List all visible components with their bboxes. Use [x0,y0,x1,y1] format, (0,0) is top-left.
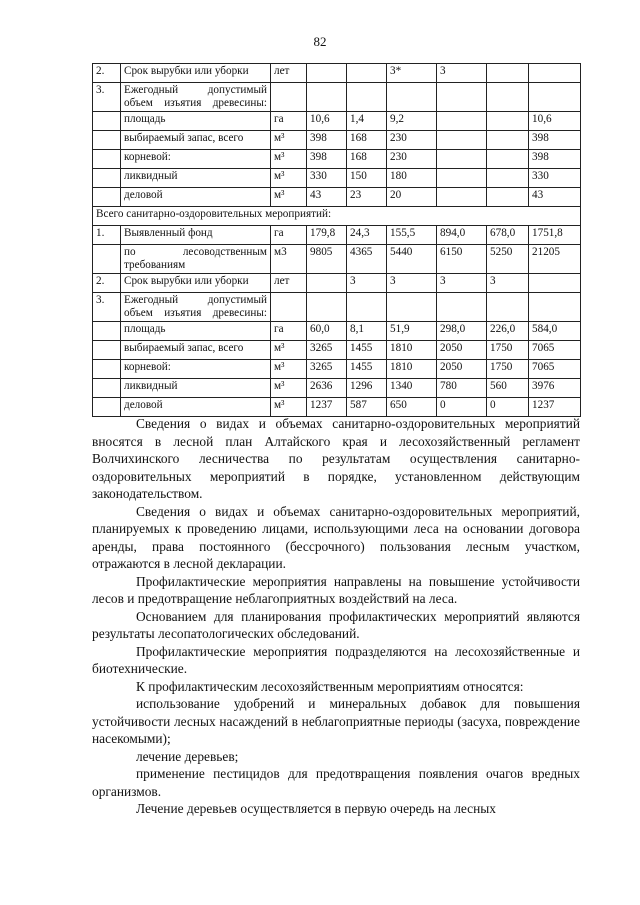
table-cell-c4 [437,169,487,188]
table-cell-num [93,379,121,398]
table-cell-c3: 5440 [387,245,437,274]
table-row [93,293,581,322]
table-cell-num [93,360,121,379]
section-title: Всего санитарно-оздоровительных мероприятий: [93,207,581,226]
table-cell-num: 3. [93,83,121,112]
table-cell-label: деловой [121,188,271,207]
table-cell-label: деловой [121,398,271,417]
table-cell-c6 [529,274,581,293]
table-cell-label: ликвидный [121,169,271,188]
table-cell-c6: 1751,8 [529,226,581,245]
table-cell-c4 [437,293,487,322]
table-cell-num [93,398,121,417]
table-cell-num [93,131,121,150]
table-cell-num [93,188,121,207]
table-cell-unit: м³ [271,379,307,398]
table-cell-c2 [347,293,387,322]
table-cell-c2: 23 [347,188,387,207]
table-cell-c3: 51,9 [387,322,437,341]
table-cell-num: 2. [93,64,121,83]
paragraph: Сведения о видах и объемах санитарно-оздоровительных мероприятий, планируемых к проведению лицами, использующими леса на основании договора аренды, права постоянного (бессрочного) пользования лесным участком, отражаются в лесной декларации. [92,503,580,571]
table-row [93,360,581,379]
table-cell-c6: 584,0 [529,322,581,341]
table-cell-c1: 398 [307,131,347,150]
table-cell-c2: 1455 [347,360,387,379]
table-cell-label: выбираемый запас, всего [121,341,271,360]
table-cell-c6: 43 [529,188,581,207]
table-cell-c1: 179,8 [307,226,347,245]
paragraph: Профилактические мероприятия подразделяются на лесохозяйственные и биотехнические. [92,643,580,676]
table-cell-c6: 3976 [529,379,581,398]
table-row [93,274,581,293]
table-cell-c1: 2636 [307,379,347,398]
table-cell-c4 [437,112,487,131]
table-row [93,245,581,274]
paragraph: Основанием для планирования профилактических мероприятий являются результаты лесопатологических обследований. [92,608,580,641]
table-row [93,188,581,207]
table-cell-c4: 3 [437,64,487,83]
table-cell-unit: м³ [271,188,307,207]
table-cell-unit: лет [271,274,307,293]
table-cell-c2: 8,1 [347,322,387,341]
table-cell-c6 [529,83,581,112]
table-cell-unit: га [271,112,307,131]
table-cell-label: площадь [121,112,271,131]
table-cell-label: ликвидный [121,379,271,398]
table-cell-c3: 1340 [387,379,437,398]
table-cell-c2 [347,83,387,112]
table-row [93,83,581,112]
table-cell-c1: 1237 [307,398,347,417]
table-cell-label: Ежегодный допустимый объем изъятия древесины: [121,83,271,112]
table-cell-num [93,245,121,274]
table-cell-c1: 60,0 [307,322,347,341]
paragraph: К профилактическим лесохозяйственным мероприятиям относятся: [136,678,524,694]
paragraph: Сведения о видах и объемах санитарно-оздоровительных мероприятий вносятся в лесной план Алтайского края и лесохозяйственный регламент Волчихинского лесничества по результатам осуществления санитарно-оздоровительных мероприятий в порядке, установленном действующим законодательством. [92,416,580,501]
table-cell-c4 [437,83,487,112]
table-row [93,64,581,83]
table-cell-unit: м³ [271,150,307,169]
table-cell-c5 [487,150,529,169]
table-cell-label: Срок вырубки или уборки [121,64,271,83]
table-cell-c2: 150 [347,169,387,188]
table-cell-unit [271,293,307,322]
table-row [93,322,581,341]
table-cell-c3: 155,5 [387,226,437,245]
table-cell-c5 [487,188,529,207]
table-cell-c3 [387,293,437,322]
table-cell-c3: 3* [387,64,437,83]
table-cell-label: площадь [121,322,271,341]
table-cell-c5: 1750 [487,341,529,360]
table-cell-c5: 0 [487,398,529,417]
page-number: 82 [313,34,327,49]
table-cell-label: Срок вырубки или уборки [121,274,271,293]
table-cell-c1: 3265 [307,341,347,360]
table-cell-c3: 1810 [387,360,437,379]
table-cell-unit: м3 [271,245,307,274]
table-cell-c3: 230 [387,131,437,150]
table-cell-c2: 168 [347,131,387,150]
table-cell-unit: лет [271,64,307,83]
table-cell-c1 [307,293,347,322]
paragraph: применение пестицидов для предотвращения появления очагов вредных организмов. [92,766,580,799]
table-cell-c3: 1810 [387,341,437,360]
table-cell-c5: 5250 [487,245,529,274]
table-cell-c2: 3 [347,274,387,293]
table-cell-c3: 180 [387,169,437,188]
table-cell-c4: 0 [437,398,487,417]
table-cell-c5 [487,83,529,112]
table-cell-c5: 1750 [487,360,529,379]
table-cell-c1: 330 [307,169,347,188]
table-row [93,150,581,169]
table-cell-c3: 20 [387,188,437,207]
table-cell-unit: га [271,226,307,245]
table-cell-c6 [529,64,581,83]
table-cell-unit [271,83,307,112]
table-cell-c2: 168 [347,150,387,169]
body-text [92,415,580,818]
table-cell-c6: 10,6 [529,112,581,131]
table-cell-c3: 230 [387,150,437,169]
table-cell-c2: 4365 [347,245,387,274]
table-cell-c3 [387,83,437,112]
table-cell-num [93,150,121,169]
paragraph: Профилактические мероприятия направлены на повышение устойчивости лесов и предотвращение неблагоприятных воздействий на леса. [92,573,580,606]
table-cell-c5: 560 [487,379,529,398]
table-cell-c6 [529,293,581,322]
table-cell-c5 [487,169,529,188]
table-cell-c5: 226,0 [487,322,529,341]
table-cell-c2: 587 [347,398,387,417]
table-cell-num: 1. [93,226,121,245]
table-cell-c1 [307,274,347,293]
table-cell-c4 [437,188,487,207]
table-cell-num [93,112,121,131]
table-cell-c6: 398 [529,131,581,150]
table-cell-unit: м³ [271,169,307,188]
table-top-section [93,64,581,207]
sanitary-measures-table [92,63,581,417]
table-row [93,226,581,245]
table-cell-num: 2. [93,274,121,293]
table-row [93,131,581,150]
table-cell-c5 [487,64,529,83]
table-cell-c5 [487,293,529,322]
table-cell-c5: 3 [487,274,529,293]
table-cell-c4: 894,0 [437,226,487,245]
table-cell-c4: 2050 [437,360,487,379]
table-bottom-section [93,226,581,417]
table-cell-num [93,169,121,188]
table-cell-label: выбираемый запас, всего [121,131,271,150]
table-cell-c4 [437,131,487,150]
table-cell-c1: 398 [307,150,347,169]
table-cell-c3: 9,2 [387,112,437,131]
table-cell-label: корневой: [121,360,271,379]
table-cell-c5: 678,0 [487,226,529,245]
table-cell-unit: м³ [271,131,307,150]
table-cell-num [93,322,121,341]
table-cell-c4 [437,150,487,169]
table-cell-c4: 780 [437,379,487,398]
table-cell-c6: 398 [529,150,581,169]
table-cell-unit: м³ [271,360,307,379]
table-cell-c6: 330 [529,169,581,188]
table-cell-c1: 3265 [307,360,347,379]
table-cell-label: Ежегодный допустимый объем изъятия древесины: [121,293,271,322]
table-cell-c1 [307,64,347,83]
table-cell-c5 [487,131,529,150]
table-cell-label: Выявленный фонд [121,226,271,245]
table-cell-c2: 1,4 [347,112,387,131]
table-cell-c4: 298,0 [437,322,487,341]
table-cell-c3: 3 [387,274,437,293]
table-cell-c1: 10,6 [307,112,347,131]
table-cell-c2: 24,3 [347,226,387,245]
table-row [93,341,581,360]
table-cell-label: по лесоводственным требованиям [121,245,271,274]
table-cell-c4: 3 [437,274,487,293]
table-cell-c1: 9805 [307,245,347,274]
table-cell-c4: 2050 [437,341,487,360]
table-cell-num: 3. [93,293,121,322]
table-cell-c1: 43 [307,188,347,207]
table-row [93,379,581,398]
table-row [93,169,581,188]
table-cell-c2: 1455 [347,341,387,360]
table-row [93,112,581,131]
table-cell-c6: 21205 [529,245,581,274]
table-cell-c1 [307,83,347,112]
table-cell-c6: 7065 [529,341,581,360]
table-section-row [93,207,581,226]
table-cell-c3: 650 [387,398,437,417]
table-cell-num [93,341,121,360]
table-cell-label: корневой: [121,150,271,169]
table-row [93,398,581,417]
table-cell-c2 [347,64,387,83]
paragraph: Лечение деревьев осуществляется в первую очередь на лесных [136,801,496,816]
paragraph: использование удобрений и минеральных добавок для повышения устойчивости лесных насаждений в неблагоприятные периоды (засуха, повреждение насекомыми); [92,696,580,746]
paragraph: лечение деревьев; [136,748,239,764]
table-cell-unit: м³ [271,398,307,417]
table-cell-unit: м³ [271,341,307,360]
table-cell-c4: 6150 [437,245,487,274]
table-cell-c2: 1296 [347,379,387,398]
table-cell-c6: 1237 [529,398,581,417]
table-cell-unit: га [271,322,307,341]
table-cell-c5 [487,112,529,131]
table-cell-c6: 7065 [529,360,581,379]
